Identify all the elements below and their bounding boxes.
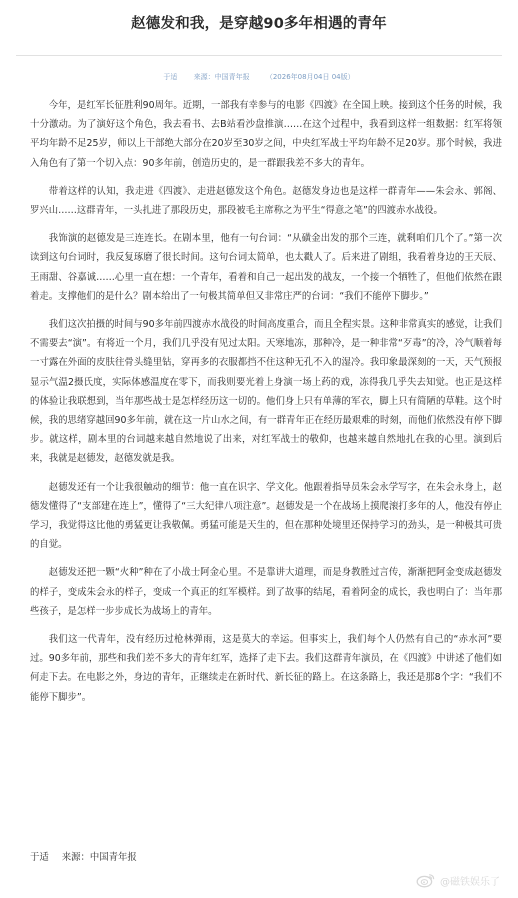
footer-author: 于适 [30,852,49,863]
article-body [30,96,502,716]
title-divider [16,55,502,56]
watermark [416,872,500,888]
paragraph: 赵德发还把一颗“火种”种在了小战士阿金心里。不是靠讲大道理，而是身教胜过言传，渐渐把阿金变成赵德发的样子，变成朱会永的样子，变成一个真正的红军模样。到了故事的结尾，看着阿金的成长，我也明白了：当年那些孩子，是怎样一步步成长为战场上的青年。 [30,567,502,617]
paragraph: 我们这一代青年，没有经历过枪林弹雨，这是莫大的幸运。但事实上，我们每个人仍然有自己的“赤水河”要过。90多年前，那些和我们差不多大的青年红军，选择了走下去。我们这群青年演员，在《四渡》中讲述了他们如何走下去。在电影之外，身边的青年，正继续走在新时代、新长征的路上。在这条路上，我还是那8个字：“我们不能停下脚步”。 [30,634,502,703]
article-title: 赵德发和我，是穿越90多年相遇的青年 [131,16,387,32]
paragraph: 我们这次拍摄的时间与90多年前四渡赤水战役的时间高度重合，而且全程实景。这种非常真实的感觉，让我们不需要去“演”。有将近一个月，我们几乎没有见过太阳。天寒地冻，那种冷，是一种非常“歹毒”的冷，冷气顺着每一寸露在外面的皮肤往骨头缝里钻，穿再多的衣服都挡不住这种无孔不入的湿冷。我印象最深刻的一天，天气预报显示气温2摄氏度，实际体感温度在零下，而我则要光着上身演一场上药的戏，冻得我几乎失去知觉。也正是这样的体验让我联想到，当年那些战士是怎样经历这一切的。他们身上只有单薄的军衣，脚上只有简陋的草鞋。这个时候，我的思绪穿越回90多年前，就在这一片山水之间，有一群青年正在经历最艰难的时刻，而他们依然没有停下脚步。就这样，剧本里的台词越来越自然地说了出来，对红军战士的敬仰，也越来越自然地扎在我的心里。演到后来，我就是赵德发，赵德发就是我。 [30,319,502,465]
meta-source: 来源：中国青年报 [193,73,250,81]
paragraph: 今年，是红军长征胜利90周年。近期，一部我有幸参与的电影《四渡》在全国上映。接到这个任务的时候，我十分激动。为了演好这个角色，我去看书、去B站看沙盘推演……在这个过程中，我看到这样一组数据：红军将领平均年龄不足25岁，师以上干部绝大部分在20岁至30岁之间，中央红军战士平均年龄不足20岁。那个时候，我进入角色有了第一个切入点：90多年前，创造历史的，是一群跟我差不多大的青年。 [30,100,502,169]
meta-author: 于适 [163,73,178,81]
paragraph: 带着这样的认知，我走进《四渡》、走进赵德发这个角色。赵德发身边也是这样一群青年——朱会永、郭阁、罗兴山……这群青年，一头扎进了那段历史，那段被毛主席称之为平生“得意之笔”的四渡赤水战役。 [30,185,502,217]
footer-source: 来源：中国青年报 [61,852,137,863]
weibo-icon [416,872,436,888]
article-meta [0,72,518,82]
article-footer [30,849,147,863]
meta-date: （2026年08月04日 04版） [265,73,355,81]
watermark-text: @磁铁娱乐了 [440,876,500,888]
paragraph: 我饰演的赵德发是三连连长。在剧本里，他有一句台词：“从磺金出发的那个三连，就剩咱们几个了。”第一次读到这句台词时，我反复琢磨了很长时间。这句台词太简单，也太戳人了。后来进了剧组，我看着身边的王天辰、王雨甜、谷嘉诚……心里一直在想：一个青年，看着和自己一起出发的战友，一个接一个牺牲了，但他们依然在跟着走。支撑他们的是什么？剧本给出了一句极其简单但又非常庄严的台词：“我们不能停下脚步。” [30,233,502,302]
paragraph: 赵德发还有一个让我很触动的细节：他一直在识字、学文化。他跟着指导员朱会永学写字，在朱会永身上，赵德发懂得了“支部建在连上”，懂得了“三大纪律八项注意”。赵德发是一个在战场上摸爬滚打多年的人，他没有停止学习，我觉得这比他的勇猛更让我敬佩。勇猛可能是天生的，但在那种处境里还保持学习的劲头，是一种极其可贵的自觉。 [30,481,502,551]
